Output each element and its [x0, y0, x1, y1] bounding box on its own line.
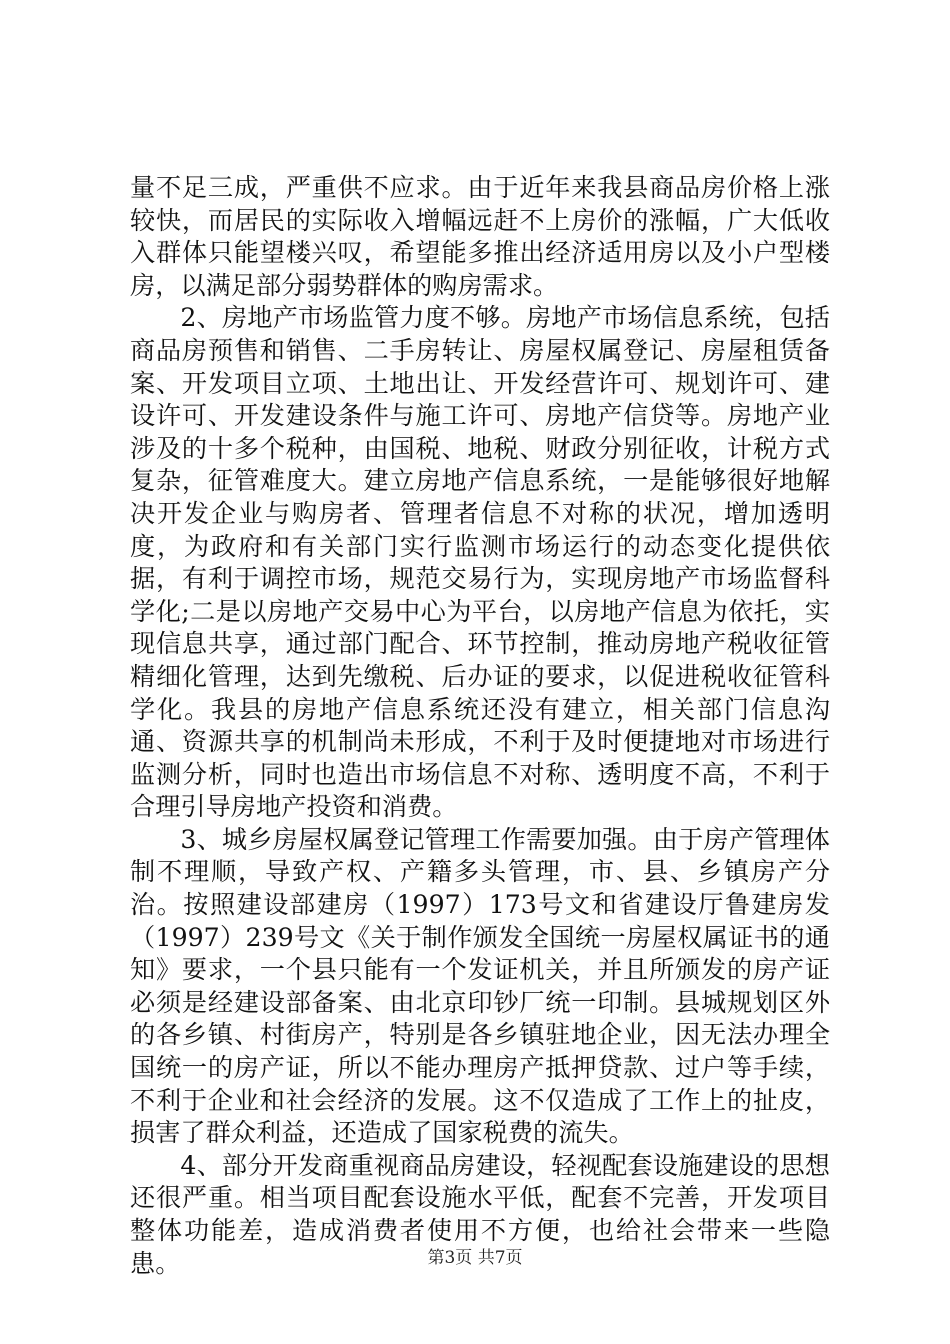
paragraph-2: 2、房地产市场监管力度不够。房地产市场信息系统，包括商品房预售和销售、二手房转让、房屋权属登记、房屋租赁备案、开发项目立项、土地出让、开发经营许可、规划许可、建设许可、开发建设条件与施工许可、房地产信贷等。房地产业涉及的十多个税种，由国税、地税、财政分别征收，计税方式复杂，征管难度大。建立房地产信息系统，一是能够很好地解决开发企业与购房者、管理者信息不对称的状况，增加透明度，为政府和有关部门实行监测市场运行的动态变化提供依据，有利于调控市场，规范交易行为，实现房地产市场监督科学化;二是以房地产交易中心为平台，以房地产信息为依托，实现信息共享，通过部门配合、环节控制，推动房地产税收征管精细化管理，达到先缴税、后办证的要求，以促进税收征管科学化。我县的房地产信息系统还没有建立，相关部门信息沟通、资源共享的机制尚未形成，不利于及时便捷地对市场进行监测分析，同时也造出市场信息不对称、透明度不高，不利于合理引导房地产投资和消费。 [130, 303, 830, 822]
paragraph-3: 3、城乡房屋权属登记管理工作需要加强。由于房产管理体制不理顺，导致产权、产籍多头管理，市、县、乡镇房产分治。按照建设部建房（1997）173号文和省建设厅鲁建房发（1997）239号文《关于制作颁发全国统一房屋权属证书的通知》要求，一个县只能有一个发证机关，并且所颁发的房产证必须是经建设部备案、由北京印钞厂统一印制。县城规划区外的各乡镇、村街房产，特别是各乡镇驻地企业，因无法办理全国统一的房产证，所以不能办理房产抵押贷款、过户等手续，不利于企业和社会经济的发展。这不仅造成了工作上的扯皮，损害了群众利益，还造成了国家税费的流失。 [130, 824, 830, 1148]
paragraph-4: 4、部分开发商重视商品房建设，轻视配套设施建设的思想还很严重。相当项目配套设施水平低，配套不完善，开发项目整体功能差，造成消费者使用不方便，也给社会带来一些隐患。 [130, 1150, 830, 1278]
page-number-footer: 第3页 共7页 [427, 1248, 523, 1268]
document-body [130, 172, 830, 1280]
paragraph-1: 量不足三成，严重供不应求。由于近年来我县商品房价格上涨较快，而居民的实际收入增幅远赶不上房价的涨幅，广大低收入群体只能望楼兴叹，希望能多推出经济适用房以及小户型楼房，以满足部分弱势群体的购房需求。 [130, 173, 830, 300]
